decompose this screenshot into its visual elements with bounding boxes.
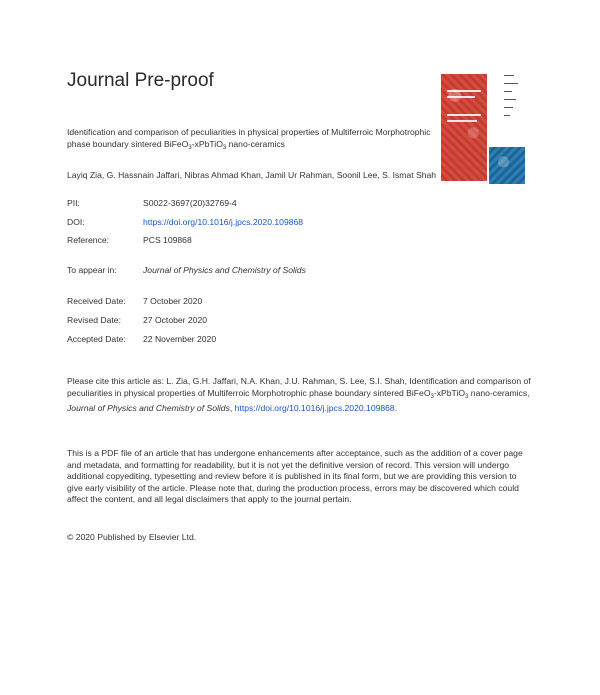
page-title: Journal Pre-proof (67, 70, 214, 91)
journal-name: Journal of Physics and Chemistry of Solids (143, 265, 306, 275)
authors: Layiq Zia, G. Hassnain Jaffari, Nibras Ahmad Khan, Jamil Ur Rahman, Soonil Lee, S. Ismat Shah (67, 170, 437, 180)
cover-text-lines (504, 75, 520, 135)
citation-doi-link[interactable]: https://doi.org/10.1016/j.jpcs.2020.109868 (234, 403, 395, 414)
doi-link[interactable]: https://doi.org/10.1016/j.jpcs.2020.109868 (143, 217, 304, 227)
pii-value: S0022-3697(20)32769-4 (143, 198, 237, 208)
revised-date-label: Revised Date: (67, 315, 121, 325)
appear-label: To appear in: (67, 265, 117, 275)
disclaimer-text: This is a PDF file of an article that has undergone enhancements after acceptance, such as the addition of a cover page and metadata, and formatting for readability, but it is not yet the definitive version of record. This version will undergo additional copyediting, typesetting and review before it is published in its final form, but we are providing this version to give early visibility of the article. Please note that, during the production process, errors may be discovered which could affect the content, and all legal disclaimers that apply to the journal pertain. (67, 448, 523, 505)
doi-label: DOI: (67, 217, 85, 227)
reference-label: Reference: (67, 235, 110, 245)
citation-text: Please cite this article as: L. Zia, G.H. Jaffari, N.A. Khan, J.U. Rahman, S. Lee, S.I. Shah, Identification and comparison of peculiarities in physical properties of Multiferroic Morphotrophic phase boundary sintered BiFeO$_3$-xPbTiO$_3$ nano-ceramics, Journal of Physics and Chemistry of Solids, https://doi.org/10.1016/j.jpcs.2020.109868. (67, 376, 531, 414)
pii-label: PII: (67, 198, 80, 208)
accepted-date-label: Accepted Date: (67, 334, 126, 344)
accepted-date-value: 22 November 2020 (143, 334, 217, 344)
article-title: Identification and comparison of peculiarities in physical properties of Multiferroic Morphotrophic phase boundary sintered BiFeO$_3$-xPbTiO$_3$ nano-ceramics (67, 127, 431, 151)
reference-value: PCS 109868 (143, 235, 192, 245)
cover-red-panel (441, 74, 487, 181)
copyright-text: © 2020 Published by Elsevier Ltd. (67, 532, 197, 542)
received-date-value: 7 October 2020 (143, 296, 203, 306)
cover-blue-image (489, 147, 525, 184)
received-date-label: Received Date: (67, 296, 126, 306)
revised-date-value: 27 October 2020 (143, 315, 208, 325)
